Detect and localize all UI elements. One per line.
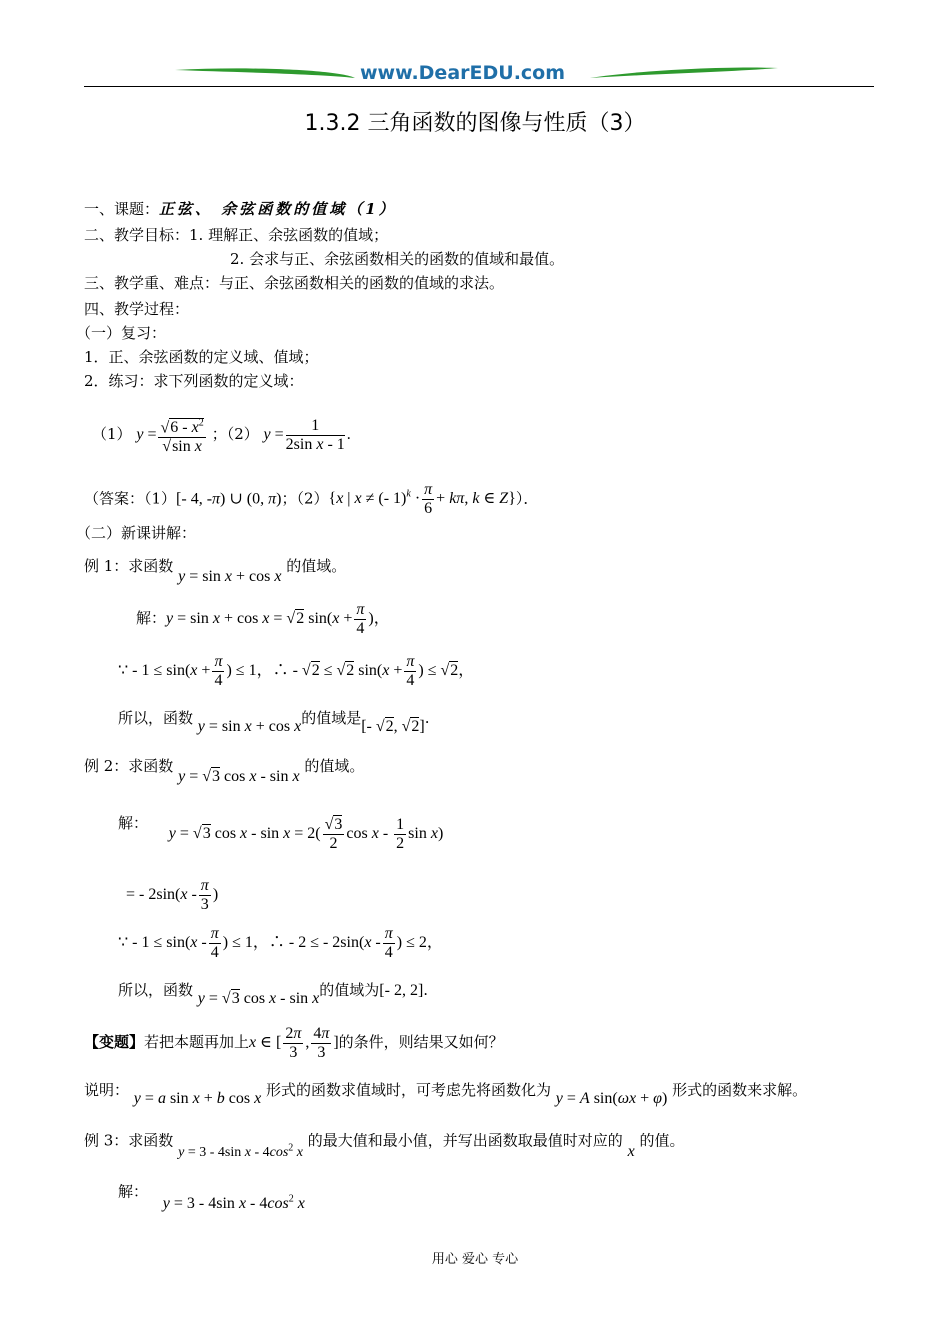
example-2-solution-line-3 [118, 920, 443, 965]
example-1-solution-line-1 [136, 596, 390, 641]
goal-1: 1. 理解正、余弦函数的值域； [189, 226, 389, 244]
example-1-step-1: y = sin x + cos x = √2 sin(x + $\frac{\pi}{4}$ )， [166, 600, 390, 637]
example-2-step-1: y = √3 cos x - sin x = 2( $\frac{√3}{2}$ cos x - $\frac{1}{2}$ sin x) [168, 815, 444, 852]
example-1-solution-line-2 [118, 648, 474, 693]
answer-2-formula: {x | x ≠ (- 1)$^k$ · $\frac{\pi}{6}$ + kπ, k ∈ Z} [328, 481, 516, 518]
example-1-solution-label: 解： [136, 609, 167, 627]
example-2-step-2: = - 2sin(x - $\frac{\pi}{3}$ ) [126, 876, 219, 913]
answer-1-formula: [- 4, -π) ∪ (0, π) [176, 490, 282, 508]
example-2-conclusion-function: y = √3 cos x - sin x [197, 990, 320, 1007]
site-logo-text[interactable]: www.DearEDU.com [360, 62, 566, 84]
process-heading: 四、教学过程： [84, 300, 190, 318]
example-2-conclusion-mid: 的值域为 [319, 981, 380, 999]
key-points: 三、教学重、难点：与正、余弦函数相关的函数的值域的求法。 [84, 274, 505, 292]
example-2-suffix: 的值域。 [304, 757, 365, 775]
example-1-label: 例 1：求函数 [84, 557, 174, 575]
example-3-label: 例 3：求函数 [84, 1131, 174, 1150]
new-lesson-heading: （二）新课讲解： [76, 524, 197, 542]
header-rule [84, 86, 874, 87]
example-2-conclusion-prefix: 所以，函数 [118, 981, 194, 999]
example-2-prompt [84, 748, 364, 785]
header-logo [170, 62, 780, 86]
exercise-2-label: ；（2） [211, 425, 259, 443]
example-2-function: y = √3 cos x - sin x [178, 768, 300, 785]
note-mid: 形式的函数求值域时，可考虑先将函数化为 [265, 1081, 551, 1099]
example-1-suffix: 的值域。 [286, 557, 347, 575]
example-3-step-1: y = 3 - 4sin x - $4\cos^2$ x [162, 1194, 305, 1213]
variant-line [84, 1020, 504, 1065]
exercise-1-label: （1） [92, 425, 132, 443]
example-1-conclusion-mid: 的值域是 [301, 709, 362, 727]
example-1-prompt [84, 548, 346, 585]
goals-line [84, 226, 388, 244]
topic-label: 一、课题： [84, 200, 160, 218]
example-3-suffix: 的值。 [639, 1131, 685, 1150]
example-2-solution-line-2 [126, 872, 218, 917]
variant-condition: x ∈ [ $\frac{2\pi}{3}$ , $\frac{4\pi}{3}$ ] [249, 1024, 339, 1061]
example-2-range: [- 2, 2] [379, 982, 424, 999]
example-1-function: y = sin x + cos x [178, 568, 282, 585]
note-suffix: 形式的函数来求解。 [672, 1081, 808, 1099]
page-footer: 用心 爱心 专心 [431, 1252, 519, 1267]
answer-prefix: （答案：（1） [84, 489, 177, 508]
example-1-conclusion: 所以，函数 y = sin x + cos x的值域是[- √2, √2]. [118, 709, 430, 735]
note-form-2: y = A sin(ωx + φ) [555, 1090, 668, 1107]
answer-suffix: ）． [515, 489, 539, 508]
example-1-range: [- √2, √2] [361, 718, 425, 735]
variant-text-suffix: 的条件，则结果又如何？ [338, 1033, 504, 1051]
example-3-function: y = 3 - 4sin x - $4\cos^2$ x [178, 1142, 303, 1160]
variant-text-prefix: 若把本题再加上 [144, 1033, 250, 1051]
goal-2: 2. 会求与正、余弦函数相关的函数的值域和最值。 [230, 250, 565, 268]
example-1-conclusion-prefix: 所以，函数 [118, 709, 194, 727]
review-item-1: 1．正、余弦函数的定义域、值域； [84, 348, 319, 366]
exercise-2-formula: y = $\frac{1}{\text{2sin x - 1}}$ . [263, 416, 351, 453]
example-3-prompt [84, 1120, 684, 1161]
review-item-2: 2．练习：求下列函数的定义域： [84, 372, 304, 390]
variant-label: 【变题】 [84, 1033, 145, 1051]
example-3-solution-line [118, 1170, 305, 1213]
review-heading: （一）复习： [76, 324, 167, 342]
example-2-label: 例 2：求函数 [84, 757, 174, 775]
example-3-variable: x [627, 1142, 635, 1160]
note-label: 说明： [84, 1081, 130, 1099]
note-form-1: y = a sin x + b cos x [133, 1090, 262, 1107]
answer-mid: ；（2） [281, 489, 329, 508]
topic-line [84, 200, 397, 218]
example-3-mid: 的最大值和最小值，并写出函数取最值时对应的 [307, 1131, 623, 1150]
topic-text: 正弦、 余弦函数的值域（1） [159, 200, 397, 218]
example-1-step-2: ∵ - 1 ≤ sin(x + $\frac{\pi}{4}$ ) ≤ 1，∴ - √2 ≤ √2 sin(x + $\frac{\pi}{4}$ ) ≤ √2， [118, 652, 475, 689]
page-title: 1.3.2 三角函数的图像与性质（3） [304, 111, 646, 136]
exercise-line [92, 406, 351, 463]
note-line [84, 1072, 807, 1109]
example-2-conclusion: 所以，函数 y = √3 cos x - sin x的值域为[- 2, 2]. [118, 981, 429, 1007]
exercise-1-formula: y = $\frac{√6 - x^2}{\text{√sin x}}$ [136, 426, 211, 443]
example-2-solution-label: 解： [118, 814, 149, 832]
example-1-conclusion-function: y = sin x + cos x [197, 718, 302, 735]
goals-label: 二、教学目标： [84, 226, 190, 244]
answer-line [84, 470, 538, 524]
example-2-step-3: ∵ - 1 ≤ sin(x - $\frac{\pi}{4}$ ) ≤ 1，∴ - 2 ≤ - 2sin(x - $\frac{\pi}{4}$ ) ≤ 2， [118, 924, 443, 961]
example-3-solution-label: 解： [118, 1182, 149, 1201]
example-2-solution-line-1 [118, 808, 443, 859]
